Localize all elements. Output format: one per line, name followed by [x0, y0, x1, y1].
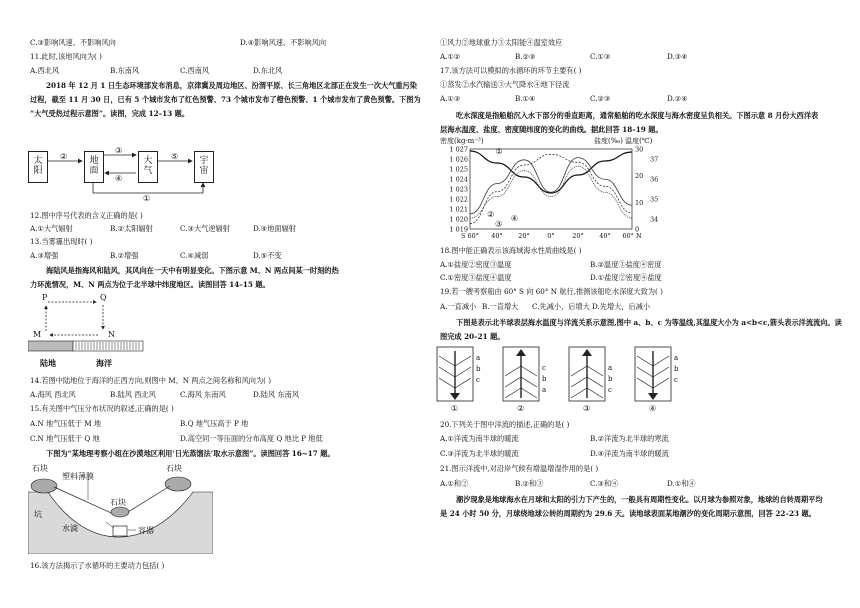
point-q: Q [100, 293, 107, 302]
latitude-tick-label: S 60° [460, 232, 480, 240]
isotherm-label: a [542, 386, 547, 394]
land-label: 陆地 [40, 358, 56, 368]
salinity-tick-label: 34 [650, 215, 659, 224]
passage-6-line1: 潮汐现象是地球海水在月球和太阳的引力下产生的，一般具有周期性变化。以月球为参照对象，地球的自转周期平均 [456, 495, 823, 504]
isotherm-label: a [608, 364, 613, 372]
q18-option-a: A.①盐度②密度③温度 [440, 260, 512, 269]
passage-2-line2: 力环流情况，M、N 两点为位于北半球中纬度地区。读图回答 14–15 题。 [30, 280, 270, 289]
q15-option-b: B.Q 地气压高于 P 地 [180, 419, 249, 428]
passage-6-line2: 是 24 小时 50 分，月球绕地球公转的周期约为 29.6 天。读地球表面某地潮汐的变化周期示意图，回答 22–23 题。 [440, 509, 816, 518]
arrow-4-label: ④ [115, 174, 123, 183]
point-p: P [42, 293, 48, 302]
q19-option-c: C.先减小，后增大 [532, 302, 590, 311]
q12-option-a: A.①大气辐射 [30, 224, 73, 233]
passage-1-line3: “大气受热过程示意图”。读图，完成 12–13 题。 [30, 109, 190, 118]
density-tick-label: 1 027 [449, 145, 468, 154]
question-15: 15.有关图中气压分布状况的叙述,正确的是( ) [30, 404, 174, 413]
atmosphere-box: 大气 [138, 151, 158, 183]
q21-option-b: B.②和③ [515, 479, 544, 488]
q13-option-a: A.③增强 [30, 251, 59, 260]
temperature-tick-label: 10 [635, 198, 644, 207]
panel-number: ④ [649, 404, 657, 413]
diagram-1-arrows [28, 125, 243, 205]
q11-option-c: C.西南风 [180, 66, 210, 75]
isotherm-label: b [608, 375, 613, 383]
temperature-tick-label: 30 [635, 145, 644, 154]
q18-option-c: C.①密度③盐度④温度 [440, 273, 512, 282]
q19-option-a: A.一直减小 [440, 302, 477, 311]
isotherm-label: c [608, 386, 612, 394]
q16-option-b: B.②③ [515, 52, 536, 61]
question-13: 13.当雾霾出现时( ) [30, 237, 93, 246]
q21-option-c: C.③和④ [590, 479, 619, 488]
plastic-film-label: 塑料薄膜 [62, 472, 94, 481]
salinity-tick-label: 36 [650, 175, 659, 184]
q17-option-a: A.①③ [440, 94, 461, 103]
ocean-current-panels [436, 346, 696, 416]
ground-box: 地面 [84, 151, 104, 183]
series-marker-label: ④ [510, 214, 519, 224]
q17-statements: ①蒸发②水汽输送③大气降水④地下径流 [440, 80, 570, 89]
q18-option-d: D.①盐度②密度④盐度 [590, 273, 662, 282]
latitude-tick-label: 40° [491, 232, 503, 240]
question-19: 19.若一艘考察船由 60° S 向 60° N 航行,推测该船吃水深度大致为( ) [440, 287, 663, 296]
arrow-1-label: ① [143, 194, 151, 203]
series-marker-label: ① [495, 147, 503, 156]
question-11: 11.此时,该地风向为( ) [30, 52, 102, 61]
latitude-tick-label: 20° [572, 232, 584, 240]
space-box: 宇宙 [194, 151, 214, 183]
thermal-circulation-diagram [28, 293, 158, 373]
ocean-properties-chart [436, 137, 662, 243]
isotherm-label: c [674, 376, 678, 384]
question-14: 14.若图中陆地位于海洋的正西方向,则图中 M、N 两点之间名称和风向为( ) [30, 376, 272, 385]
latitude-tick-label: 60° N [622, 232, 642, 240]
density-tick-label: 1 020 [449, 215, 468, 224]
passage-1-line1: 2018 年 12 月 1 日生态环境部发布消息，京津冀及周边地区、汾渭平原、长三角地区北部正在发生一次大气重污染 [46, 81, 417, 90]
stone-center-label: 石块 [110, 498, 126, 507]
salinity-tick-label: 37 [650, 155, 659, 164]
q20-option-d: D.④洋流为南半球的暖流 [590, 449, 669, 458]
q16-statements: ①风力②地球重力③太阳能④温室效应 [440, 38, 563, 47]
q21-option-a: A.①和② [440, 479, 469, 488]
latitude-tick-label: 40° [599, 232, 611, 240]
question-16: 16.该方法揭示了水循环的主要动力包括( ) [30, 561, 165, 570]
q11-option-a: A.西北风 [30, 66, 60, 75]
panel-number: ② [517, 404, 525, 413]
isotherm-label: b [674, 365, 679, 373]
current-panel [568, 346, 628, 416]
passage-2-line1: 海陆风是指海风和陆风，其风向在一天中有明显变化。下图示意 M、N 两点间某一时刻的热 [46, 266, 339, 275]
left-axis-title: 密度(kg·m⁻³) [440, 137, 484, 145]
passage-5-line2: 图完成 20–21 题。 [440, 332, 505, 341]
series-marker-label: ② [487, 209, 495, 219]
q16-option-a: A.①② [440, 52, 461, 61]
q21-option-d: D.①和④ [667, 479, 696, 488]
latitude-tick-label: 0° [547, 232, 555, 240]
passage-4-line2: 层海水温度、盐度、密度随纬度的变化的曲线。据此回答 18–19 题。 [440, 125, 663, 134]
question-21: 21.图示洋流中,对沿岸气候有增温增湿作用的是( ) [440, 464, 599, 473]
isotherm-label: a [674, 354, 679, 362]
panel-number: ③ [583, 404, 591, 413]
isotherm-label: b [476, 365, 481, 373]
q12-option-d: D.④地面辐射 [253, 224, 296, 233]
sun-box: 太阳 [28, 151, 48, 183]
atmospheric-heating-diagram [28, 125, 243, 205]
panel-number: ① [451, 404, 459, 413]
density-tick-label: 1 022 [449, 195, 468, 204]
question-12: 12.图中序号代表的含义正确的是( ) [30, 211, 143, 220]
q12-option-b: B.②太阳辐射 [110, 224, 153, 233]
q14-option-b: B.陆风 西北风 [110, 390, 156, 399]
q20-option-b: B.②洋流为北半球的寒流 [590, 434, 669, 443]
q11-option-b: B.东南风 [110, 66, 140, 75]
q13-option-b: B.②增强 [110, 251, 139, 260]
right-axis-title: 盐度(‰) 温度(℃) [594, 137, 653, 145]
q13-option-c: C.④减弱 [180, 251, 209, 260]
option-c-line: C.③影响风速、不影响风向 [30, 38, 116, 47]
q14-option-a: A.海风 西北风 [30, 390, 76, 399]
density-tick-label: 1 023 [449, 185, 468, 194]
arrow-5-label: ⑤ [171, 152, 179, 161]
salinity-tick-label: 35 [650, 195, 659, 204]
q15-option-a: A.N 地气压低于 M 地 [30, 419, 102, 428]
question-18: 18.图中能正确表示该海域海水性质曲线是( ) [440, 246, 582, 255]
arrow-2-label: ② [60, 152, 68, 161]
q17-option-b: B.①④ [515, 94, 536, 103]
passage-5-line1: 下图是表示北半球表层海水温度与洋流关系示意图,图中 a、b、c 为等温线,其温度大小为 a<b<c,箭头表示洋流流向。读 [456, 318, 842, 327]
solar-distillation-diagram [28, 462, 213, 554]
water-drop-label: 水滴 [62, 524, 78, 533]
q11-option-d: D.东北风 [253, 66, 283, 75]
sea-label: 海洋 [96, 358, 112, 368]
isotherm-label: b [542, 375, 547, 383]
q14-option-c: C.海风 东南风 [180, 390, 226, 399]
density-tick-label: 1 024 [449, 175, 468, 184]
temperature-tick-label: 0 [635, 225, 640, 234]
arrow-3-label: ③ [115, 146, 123, 155]
current-panel [436, 346, 496, 416]
pit-label: 坑 [34, 510, 42, 519]
latitude-tick-label: 20° [518, 232, 530, 240]
point-n: N [108, 330, 115, 339]
q16-option-c: C.①③ [590, 52, 611, 61]
density-tick-label: 1 019 [449, 225, 468, 234]
isotherm-label: c [542, 364, 546, 372]
q13-option-d: D.⑤不变 [253, 251, 282, 260]
isotherm-label: a [476, 354, 481, 362]
passage-3-line1: 下图为“某地理考察小组在沙漠地区利用‘日光蒸馏法’取水示意图”。读图回答 16~17 题。 [46, 449, 335, 458]
stone-right-label: 石块 [166, 464, 182, 473]
q19-option-d: D.先增大，后减小 [592, 302, 651, 311]
density-tick-label: 1 025 [449, 165, 468, 174]
q20-option-a: A.①洋流为南半球的暖流 [440, 434, 519, 443]
isotherm-label: c [476, 376, 480, 384]
q15-option-c: C.N 地气压低于 Q 地 [30, 434, 100, 443]
density-tick-label: 1 026 [449, 155, 468, 164]
q20-option-c: C.③洋流为北半球的暖流 [440, 449, 519, 458]
q12-option-c: C.③大气逆辐射 [180, 224, 230, 233]
stone-left-label: 石块 [32, 464, 48, 473]
point-m: M [33, 330, 42, 339]
q18-option-b: B.②温度③盐度④密度 [590, 260, 662, 269]
q16-option-d: D.③④ [667, 52, 688, 61]
option-d-line: D.④影响风速、不影响风向 [240, 38, 327, 47]
q19-option-b: B.一直增大 [482, 302, 519, 311]
question-20: 20.下列关于图中洋流的描述,正确的是( ) [440, 420, 570, 429]
chart-plot [436, 137, 662, 243]
q14-option-d: D.陆风 东南风 [253, 390, 300, 399]
series-marker-label: ③ [494, 219, 503, 229]
q17-option-d: D.②④ [667, 94, 688, 103]
passage-1-line2: 过程，截至 11 月 30 日，已有 5 个城市发布了红色预警、73 个城市发布了橙色预警、1 个城市发布了黄色预警。下图为 [30, 95, 421, 104]
question-17: 17.该方法可以模拟的水循环的环节主要有( ) [440, 66, 582, 75]
current-panel [634, 346, 694, 416]
q15-option-d: D.高空同一等压面的分布高度 Q 地比 P 地低 [180, 434, 323, 443]
container-label: 容器 [138, 526, 154, 535]
density-tick-label: 1 021 [449, 205, 468, 214]
temperature-tick-label: 20 [635, 172, 644, 181]
current-panel [502, 346, 562, 416]
passage-4-line1: 吃水深度是指船舶沉入水下部分的垂直距离，通常船舶的吃水深度与海水密度呈负相关。下图示意 8 月份大西洋表 [456, 111, 819, 120]
q17-option-c: C.②③ [590, 94, 611, 103]
